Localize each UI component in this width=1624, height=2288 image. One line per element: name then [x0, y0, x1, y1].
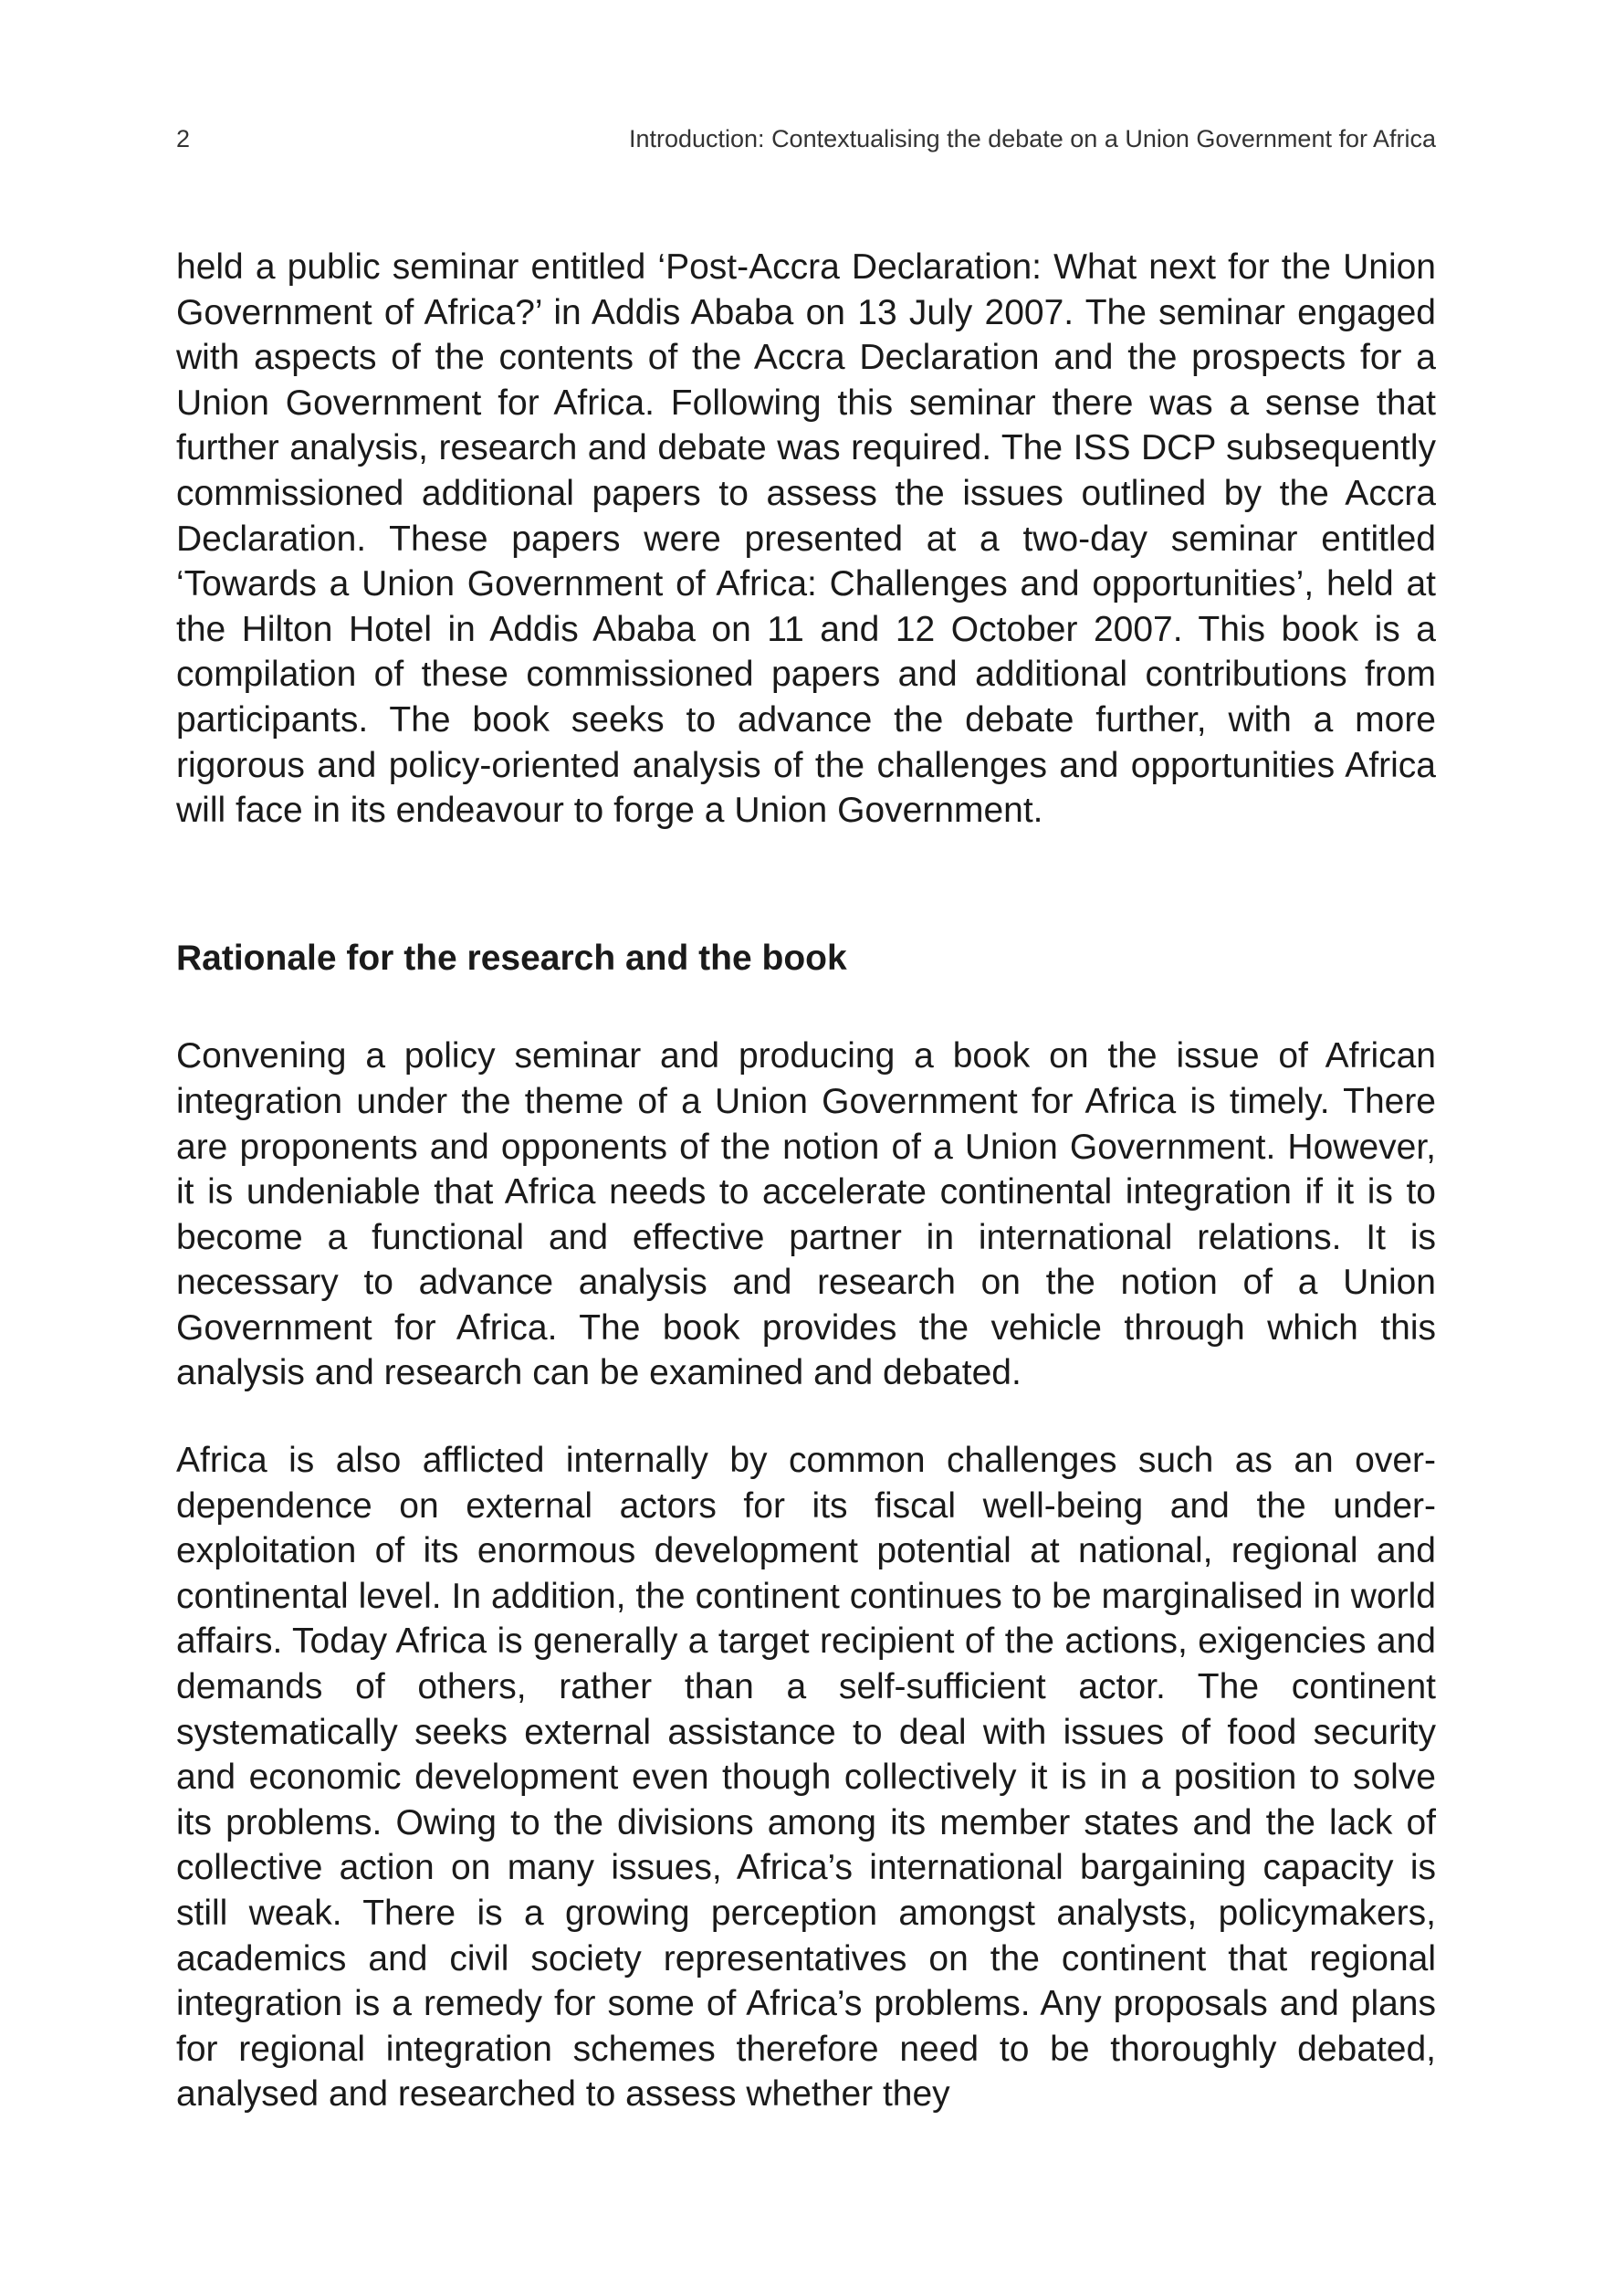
paragraph-2: Convening a policy seminar and producing a book on the issue of African integration under the theme of a Union Government for Africa is timely. There are proponents and opponents of the notion of a Union Government. However, it is undeniable that Africa needs to accelerate continental integration if it is to become a functional and effective partner in international relations. It is necessary to advance analysis and research on the notion of a Union Government for Africa. The book provides the vehicle through which this analysis and research can be examined and debated.	[176, 1036, 1436, 1393]
section-heading: Rationale for the research and the book	[176, 938, 847, 978]
paragraph-1: held a public seminar entitled ‘Post-Accra Declaration: What next for the Union Government of Africa?’ in Addis Ababa on 13 July 2007. The seminar engaged with aspects of the contents of the Accra Declaration and the prospects for a Union Government for Africa. Following this seminar there was a sense that further analysis, research and debate was required. The ISS DCP subsequently commissioned additional papers to assess the issues outlined by the Accra Declaration. These papers were presented at a two-day seminar entitled ‘Towards a Union Government of Africa: Challenges and opportunities’, held at the Hilton Hotel in Addis Ababa on 11 and 12 October 2007. This book is a compilation of these commissioned papers and additional contributions from participants. The book seeks to advance the debate further, with a more rigorous and policy-oriented analysis of the challenges and opportunities Africa will face in its endeavour to forge a Union Government.	[176, 247, 1436, 831]
paragraph-3: Africa is also afflicted internally by common challenges such as an over-dependence on external actors for its fiscal well-being and the under-exploitation of its enormous development potential at national, regional and continental level. In addition, the continent continues to be marginalised in world affairs. Today Africa is generally a target recipient of the actions, exigencies and demands of others, rather than a self-sufficient actor. The continent systematically seeks external assistance to deal with issues of food security and economic development even though collectively it is in a position to solve its problems. Owing to the divisions among its member states and the lack of collective action on many issues, Africa’s international bargaining capacity is still weak. There is a growing perception amongst analysts, policymakers, academics and civil society representatives on the continent that regional integration is a remedy for some of Africa’s problems. Any proposals and plans for regional integration schemes therefore need to be thoroughly debated, analysed and researched to assess whether they	[176, 1441, 1436, 2115]
running-header	[176, 121, 1436, 157]
page-number: 2	[176, 125, 191, 152]
running-title: Introduction: Contextualising the debate on a Union Government for Africa	[628, 125, 1436, 152]
body-text	[176, 245, 1436, 2117]
